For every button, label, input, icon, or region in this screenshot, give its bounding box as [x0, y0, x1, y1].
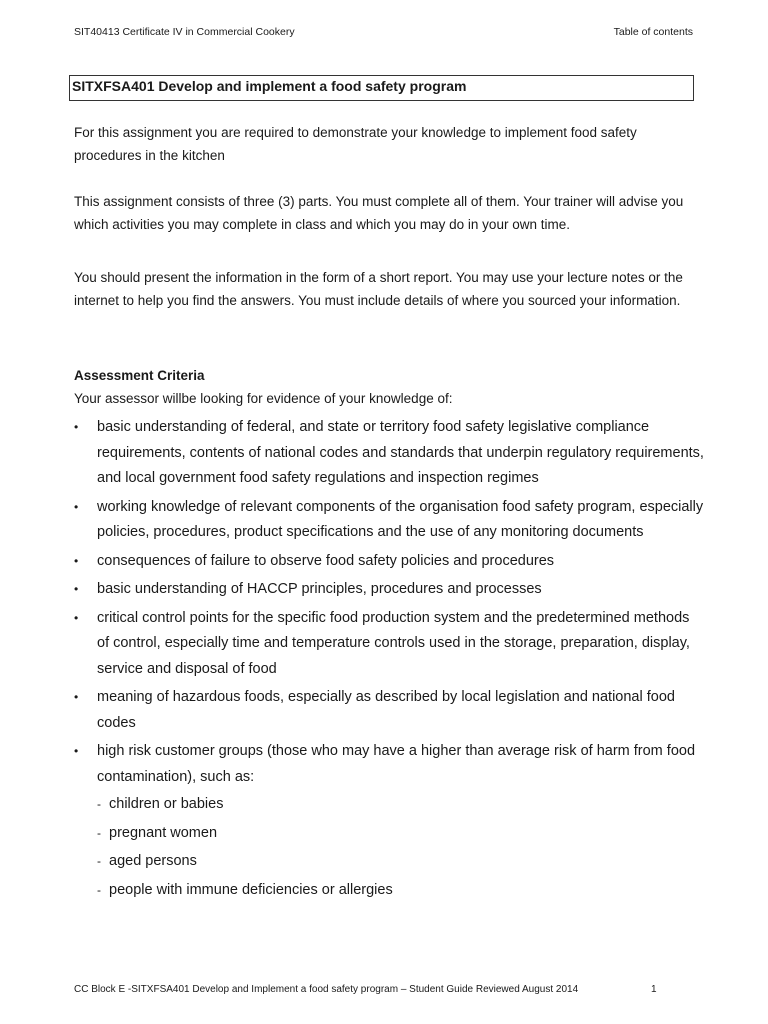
criteria-item [74, 415, 704, 492]
criteria-item [74, 495, 704, 546]
criteria-item [74, 606, 704, 683]
bullet-icon: • [74, 420, 79, 434]
dash-icon: - [97, 882, 101, 897]
risk-group-item [97, 849, 704, 875]
criteria-item [74, 549, 704, 575]
criteria-heading: Assessment Criteria [74, 368, 205, 383]
criteria-intro: Your assessor willbe looking for evidence of your knowledge of: [74, 391, 453, 406]
paragraph-report: You should present the information in the form of a short report. You may use your lecture notes or the internet to help you find the answers. You must include details of where you sourced your information. [74, 270, 683, 308]
header-toc-link: Table of contents [613, 26, 693, 38]
paragraph-parts: This assignment consists of three (3) parts. You must complete all of them. Your trainer will advise you which activities you may complete in class and which you may do in your own time. [74, 194, 684, 232]
dash-icon: - [97, 825, 101, 840]
risk-group-text: aged persons [109, 853, 197, 869]
criteria-item-text: consequences of failure to observe food safety policies and procedures [97, 552, 555, 569]
criteria-item-text: critical control points for the specific food production system and the predetermined methods of control, especially time and temperature controls used in the storage, preparation, display, service and disposal of food [97, 609, 690, 677]
risk-group-text: children or babies [109, 796, 224, 812]
risk-group-text: people with immune deficiencies or allergies [109, 881, 393, 898]
risk-group-item [97, 792, 704, 818]
unit-title: SITXFSA401 Develop and implement a food safety program [72, 78, 467, 94]
bullet-icon: • [74, 610, 79, 625]
bullet-icon: • [74, 582, 79, 596]
criteria-item-text: working knowledge of relevant components of the organisation food safety program, especially policies, procedures, product specifications and the use of any monitoring documents [97, 498, 704, 540]
risk-group-item [97, 821, 704, 847]
criteria-item-text: high risk customer groups (those who may have a higher than average risk of harm from food contamination), such as: [97, 743, 696, 785]
page-number: 1 [651, 984, 657, 995]
criteria-item-text: basic understanding of federal, and state or territory food safety legislative compliance requirements, contents of national codes and standards that underpin regulatory requirements, and local government food safety regulations and inspection regimes [97, 419, 704, 486]
criteria-item-text: meaning of hazardous foods, especially as described by local legislation and national food codes [97, 689, 675, 731]
header-course-title: SIT40413 Certificate IV in Commercial Cookery [74, 26, 295, 38]
risk-group-item [97, 878, 704, 904]
criteria-item [74, 685, 704, 736]
dash-icon: - [97, 854, 101, 868]
unit-title-box [69, 75, 694, 101]
bullet-icon: • [74, 499, 79, 514]
risk-group-text: pregnant women [109, 824, 218, 841]
paragraph-intro: For this assignment you are required to demonstrate your knowledge to implement food safety procedures in the kitchen [74, 125, 637, 163]
criteria-list [74, 415, 704, 906]
bullet-icon: • [74, 690, 79, 704]
risk-group-list [97, 792, 704, 903]
bullet-icon: • [74, 553, 79, 568]
criteria-item-text: basic understanding of HACCP principles, procedures and processes [97, 581, 542, 597]
footer-document-info: CC Block E -SITXFSA401 Develop and Implement a food safety program – Student Guide Reviewed August 2014 [74, 984, 579, 995]
bullet-icon: • [74, 744, 79, 758]
criteria-item [74, 577, 704, 603]
dash-icon: - [97, 797, 101, 811]
criteria-item [74, 739, 704, 903]
